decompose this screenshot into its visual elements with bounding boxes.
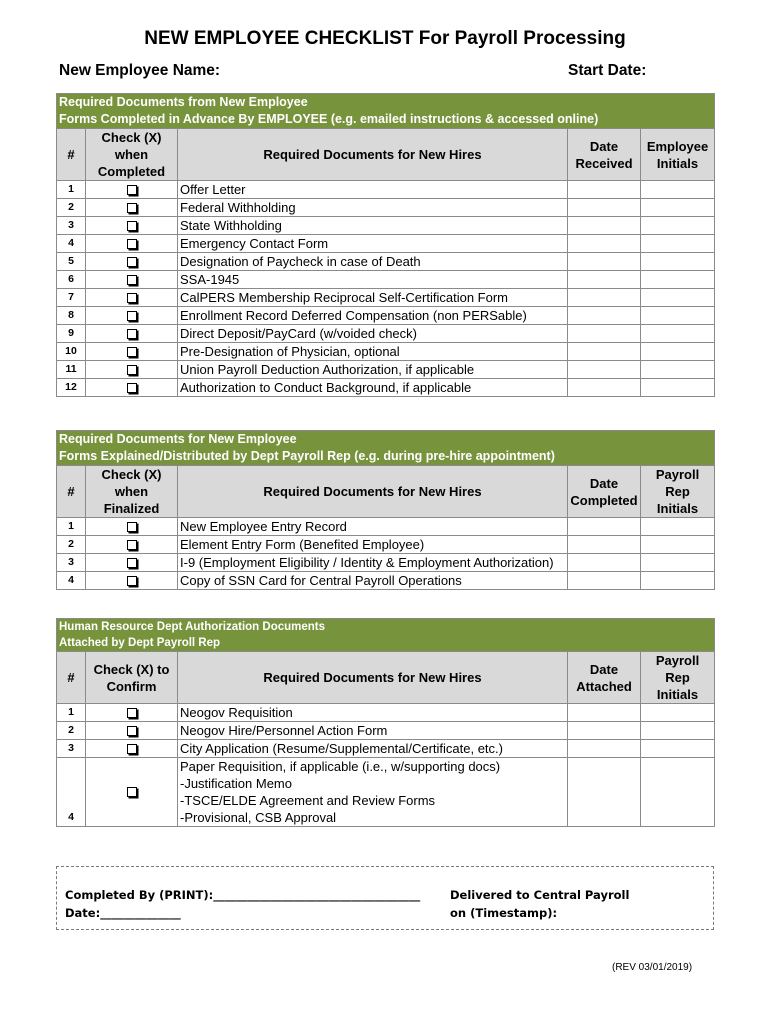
row-number: 9 — [57, 325, 86, 343]
table-row — [57, 343, 715, 361]
date-cell[interactable] — [568, 271, 641, 289]
checkbox[interactable] — [86, 758, 178, 827]
timestamp-label: on (Timestamp): — [450, 906, 558, 920]
checkbox[interactable] — [86, 271, 178, 289]
table-row — [57, 758, 715, 827]
initials-cell[interactable] — [641, 361, 715, 379]
completed-by-field[interactable]: Completed By (PRINT):____________________________________ — [65, 888, 421, 902]
initials-cell[interactable] — [641, 181, 715, 199]
col-initials-header: Payroll Rep Initials — [641, 466, 715, 518]
document-name: SSA-1945 — [178, 271, 568, 289]
date-cell[interactable] — [568, 325, 641, 343]
table-row — [57, 379, 715, 397]
document-name: Emergency Contact Form — [178, 235, 568, 253]
document-name: CalPERS Membership Reciprocal Self-Certification Form — [178, 289, 568, 307]
checkbox[interactable] — [86, 740, 178, 758]
initials-cell[interactable] — [641, 379, 715, 397]
col-initials-header: Employee Initials — [641, 129, 715, 181]
row-number: 1 — [57, 704, 86, 722]
document-name: Element Entry Form (Benefited Employee) — [178, 536, 568, 554]
col-document-header: Required Documents for New Hires — [178, 652, 568, 704]
document-name: Authorization to Conduct Background, if applicable — [178, 379, 568, 397]
row-number: 12 — [57, 379, 86, 397]
checkbox[interactable] — [86, 722, 178, 740]
document-name: Enrollment Record Deferred Compensation (non PERSable) — [178, 307, 568, 325]
initials-cell[interactable] — [641, 704, 715, 722]
date-cell[interactable] — [568, 343, 641, 361]
checkbox[interactable] — [86, 536, 178, 554]
table-row — [57, 704, 715, 722]
col-number-header: # — [57, 652, 86, 704]
row-number: 5 — [57, 253, 86, 271]
table-row — [57, 199, 715, 217]
date-cell[interactable] — [568, 199, 641, 217]
date-cell[interactable] — [568, 235, 641, 253]
document-name: Offer Letter — [178, 181, 568, 199]
table-row — [57, 289, 715, 307]
date-cell[interactable] — [568, 289, 641, 307]
initials-cell[interactable] — [641, 518, 715, 536]
section-header: Required Documents from New Employee Forms Completed in Advance By EMPLOYEE (e.g. emailed instructions & accessed online) — [57, 94, 715, 129]
date-cell[interactable] — [568, 181, 641, 199]
checkbox[interactable] — [86, 343, 178, 361]
date-field[interactable]: Date:______________ — [65, 906, 181, 920]
row-number: 11 — [57, 361, 86, 379]
date-cell[interactable] — [568, 722, 641, 740]
col-number-header: # — [57, 466, 86, 518]
col-initials-header: Payroll Rep Initials — [641, 652, 715, 704]
date-cell[interactable] — [568, 704, 641, 722]
date-cell[interactable] — [568, 758, 641, 827]
date-cell[interactable] — [568, 361, 641, 379]
signature-box — [56, 866, 714, 930]
row-number: 4 — [57, 572, 86, 590]
date-cell[interactable] — [568, 740, 641, 758]
table-row — [57, 271, 715, 289]
table-row — [57, 217, 715, 235]
checkbox[interactable] — [86, 181, 178, 199]
section-header: Human Resource Dept Authorization Documents Attached by Dept Payroll Rep — [57, 619, 715, 652]
delivered-label: Delivered to Central Payroll — [450, 888, 630, 902]
document-name: Pre-Designation of Physician, optional — [178, 343, 568, 361]
checkbox[interactable] — [86, 518, 178, 536]
table-row — [57, 307, 715, 325]
checkbox[interactable] — [86, 253, 178, 271]
checkbox[interactable] — [86, 289, 178, 307]
document-name: Copy of SSN Card for Central Payroll Operations — [178, 572, 568, 590]
date-cell[interactable] — [568, 379, 641, 397]
table-row — [57, 554, 715, 572]
checkbox[interactable] — [86, 325, 178, 343]
col-number-header: # — [57, 129, 86, 181]
section-header: Required Documents for New Employee Forms Explained/Distributed by Dept Payroll Rep (e.g. during pre-hire appointment) — [57, 431, 715, 466]
document-name: Neogov Requisition — [178, 704, 568, 722]
section-hr-authorization-documents — [56, 618, 715, 827]
date-cell[interactable] — [568, 572, 641, 590]
initials-cell[interactable] — [641, 572, 715, 590]
initials-cell[interactable] — [641, 722, 715, 740]
revision-note: (REV 03/01/2019) — [612, 962, 693, 973]
document-name: Designation of Paycheck in case of Death — [178, 253, 568, 271]
document-name: Direct Deposit/PayCard (w/voided check) — [178, 325, 568, 343]
initials-cell[interactable] — [641, 199, 715, 217]
initials-cell[interactable] — [641, 740, 715, 758]
col-document-header: Required Documents for New Hires — [178, 466, 568, 518]
document-name: New Employee Entry Record — [178, 518, 568, 536]
date-cell[interactable] — [568, 518, 641, 536]
table-row — [57, 253, 715, 271]
table-row — [57, 325, 715, 343]
table-row — [57, 572, 715, 590]
section-employee-documents — [56, 93, 715, 397]
row-number: 1 — [57, 518, 86, 536]
table-row — [57, 518, 715, 536]
row-number: 4 — [57, 758, 86, 827]
row-number: 3 — [57, 217, 86, 235]
checkbox[interactable] — [86, 379, 178, 397]
table-row — [57, 536, 715, 554]
initials-cell[interactable] — [641, 289, 715, 307]
row-number: 2 — [57, 536, 86, 554]
date-cell[interactable] — [568, 253, 641, 271]
row-number: 2 — [57, 722, 86, 740]
initials-cell[interactable] — [641, 307, 715, 325]
row-number: 2 — [57, 199, 86, 217]
date-cell[interactable] — [568, 217, 641, 235]
document-name: Union Payroll Deduction Authorization, if applicable — [178, 361, 568, 379]
col-date-header: Date Attached — [568, 652, 641, 704]
document-name: Paper Requisition, if applicable (i.e., w/supporting docs) -Justification Memo -TSCE/ELDE Agreement and Review Forms -Provisional, CSB Approval — [178, 758, 568, 827]
initials-cell[interactable] — [641, 325, 715, 343]
col-date-header: Date Received — [568, 129, 641, 181]
row-number: 8 — [57, 307, 86, 325]
row-number: 3 — [57, 554, 86, 572]
date-cell[interactable] — [568, 536, 641, 554]
document-name: Neogov Hire/Personnel Action Form — [178, 722, 568, 740]
row-number: 10 — [57, 343, 86, 361]
document-name: Federal Withholding — [178, 199, 568, 217]
table-row — [57, 740, 715, 758]
table-row — [57, 235, 715, 253]
table-row — [57, 361, 715, 379]
initials-cell[interactable] — [641, 758, 715, 827]
initials-cell[interactable] — [641, 554, 715, 572]
checkbox[interactable] — [86, 554, 178, 572]
checkbox[interactable] — [86, 235, 178, 253]
row-number: 6 — [57, 271, 86, 289]
section-payroll-rep-documents — [56, 430, 715, 590]
document-name: I-9 (Employment Eligibility / Identity & Employment Authorization) — [178, 554, 568, 572]
initials-cell[interactable] — [641, 217, 715, 235]
initials-cell[interactable] — [641, 235, 715, 253]
col-check-header: Check (X) to Confirm — [86, 652, 178, 704]
checkbox[interactable] — [86, 572, 178, 590]
col-check-header: Check (X) when Completed — [86, 129, 178, 181]
initials-cell[interactable] — [641, 343, 715, 361]
checkbox[interactable] — [86, 704, 178, 722]
table-row — [57, 722, 715, 740]
document-name: State Withholding — [178, 217, 568, 235]
col-document-header: Required Documents for New Hires — [178, 129, 568, 181]
row-number: 4 — [57, 235, 86, 253]
initials-cell[interactable] — [641, 271, 715, 289]
initials-cell[interactable] — [641, 253, 715, 271]
checkbox[interactable] — [86, 199, 178, 217]
table-row — [57, 181, 715, 199]
date-cell[interactable] — [568, 307, 641, 325]
checkbox[interactable] — [86, 361, 178, 379]
row-number: 3 — [57, 740, 86, 758]
checkbox[interactable] — [86, 217, 178, 235]
checkbox[interactable] — [86, 307, 178, 325]
page-title: NEW EMPLOYEE CHECKLIST For Payroll Processing — [144, 28, 626, 49]
initials-cell[interactable] — [641, 536, 715, 554]
col-date-header: Date Completed — [568, 466, 641, 518]
employee-name-label: New Employee Name: — [59, 62, 221, 79]
date-cell[interactable] — [568, 554, 641, 572]
col-check-header: Check (X) when Finalized — [86, 466, 178, 518]
start-date-label: Start Date: — [568, 62, 647, 79]
document-name: City Application (Resume/Supplemental/Certificate, etc.) — [178, 740, 568, 758]
row-number: 7 — [57, 289, 86, 307]
row-number: 1 — [57, 181, 86, 199]
